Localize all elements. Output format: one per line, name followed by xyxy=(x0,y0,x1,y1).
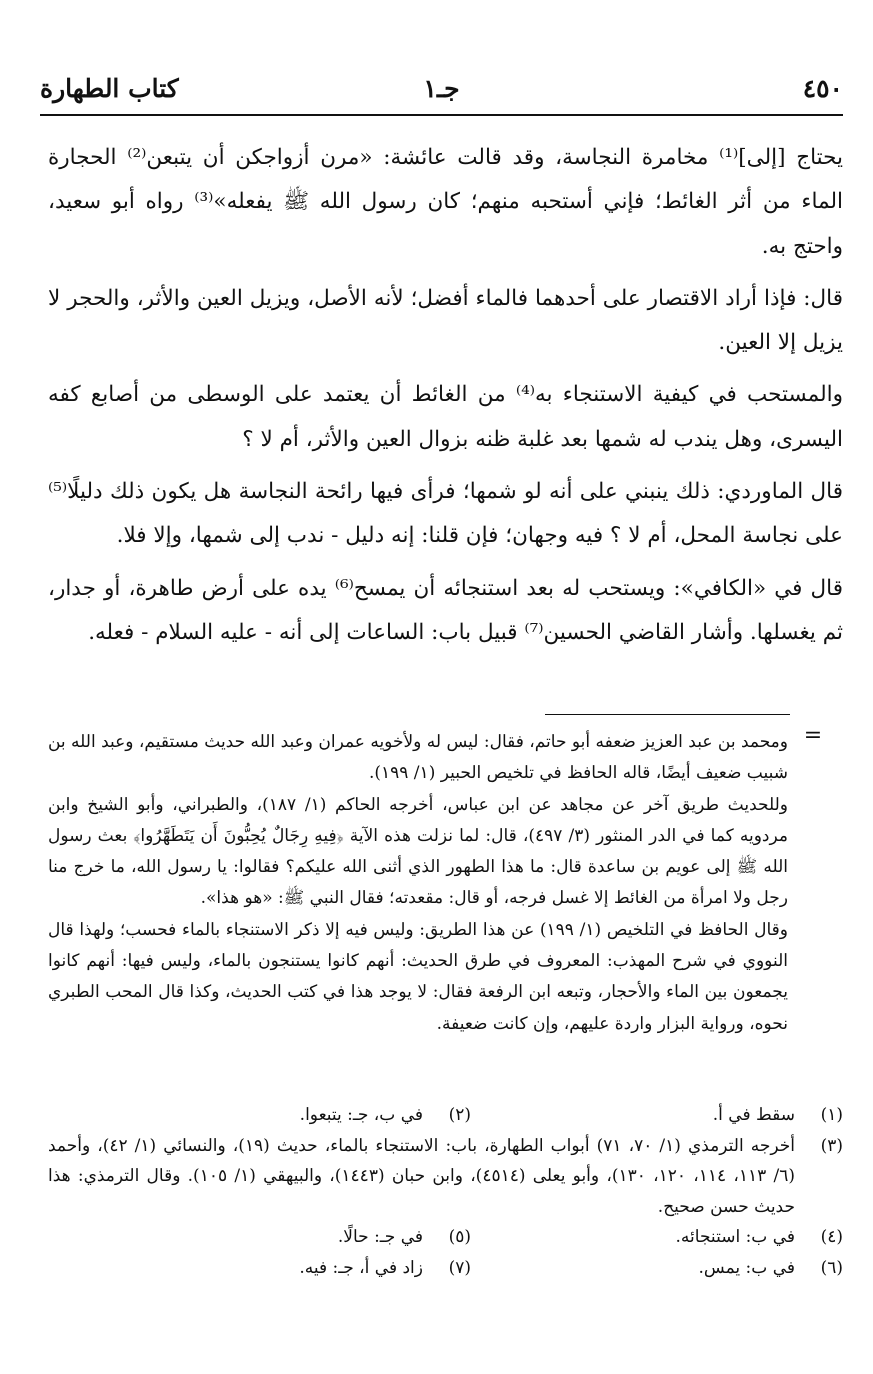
footnote-number: (٧) xyxy=(448,1257,471,1278)
footnote-row xyxy=(48,1222,843,1253)
footnote-number: (٤) xyxy=(820,1227,843,1247)
footnote-text: في ب، جـ: يتبعوا. xyxy=(299,1105,423,1125)
footnote-4 xyxy=(471,1222,843,1253)
footnote-text: في جـ: حالًا. xyxy=(337,1227,423,1247)
footnote-number: (١) xyxy=(820,1105,843,1125)
footnote-text: في ب: يمس. xyxy=(698,1257,795,1278)
footnote-number: (٦) xyxy=(820,1257,843,1278)
footnote-number: (٥) xyxy=(448,1227,471,1247)
paragraph: قال: فإذا أراد الاقتصار على أحدهما فالماء أفضل؛ لأنه الأصل، ويزيل العين والأثر، والحجر لا يزيل إلا العين. xyxy=(48,285,843,356)
book-title: كتاب الطهارة xyxy=(40,74,179,103)
header-rule xyxy=(40,114,843,116)
footnote-paragraph: ومحمد بن عبد العزيز ضعفه أبو حاتم، فقال: ليس له ولأخويه عمران وعبد الله حديث مستقيم، وعبد الله بن شبيب ضعيف أيضًا، قاله الحافظ في تلخيص الحبير (١/ ١٩٩). xyxy=(47,732,788,784)
paragraph: قال في «الكافي»: ويستحب له بعد استنجائه أن يمسح⁽⁶⁾ يده على أرض طاهرة، أو جدار، ثم يغسلها. وأشار القاضي الحسين⁽⁷⁾ قبيل باب: الساعات إلى أنه - عليه السلام - فعله. xyxy=(48,575,843,645)
page-number: ٤٥٠ xyxy=(802,74,843,103)
continuation-mark: = xyxy=(803,723,823,748)
footnote-paragraph: وللحديث طريق آخر عن مجاهد عن ابن عباس، أخرجه الحاكم (١/ ١٨٧)، والطبراني، وأبو الشيخ وابن مردويه كما في الدر المنثور (٣/ ٤٩٧)، قال: لما نزلت هذه الآية ﴿فِيهِ رِجَالٌ يُحِبُّونَ أَن يَتَطَهَّرُوا﴾ بعث رسول الله ﷺ إلى عويم بن ساعدة قال: ما هذا الطهور الذي أثنى الله عليكم؟ فقالوا: يا رسول الله، ما خرج منا رجل ولا امرأة من الغائط إلا غسل فرجه، أو قال: مقعدته؛ فقال النبي ﷺ: «هو هذا». xyxy=(48,794,789,909)
footnote-5 xyxy=(99,1222,471,1253)
footnotes xyxy=(48,1100,843,1283)
footnote-paragraph: وقال الحافظ في التلخيص (١/ ١٩٩) عن هذا الطريق: وليس فيه إلا ذكر الاستنجاء بالماء فحسب؛ ولهذا قال النووي في شرح المهذب: المعروف في طرق الحديث: أنهم كانوا يستنجون بالماء، وليس فيها: أنهم كانوا يجمعون بين الماء والأحجار، وتبعه ابن الرفعة فقال: لا يوجد هذا في كتب الحديث، وكذا قال المحب الطبري نحوه، ورواية البزار واردة عليهم، وإن كانت ضعيفة. xyxy=(48,919,788,1034)
footnote-row xyxy=(48,1100,843,1131)
footnote-6 xyxy=(471,1253,843,1284)
paragraph: قال الماوردي: ذلك ينبني على أنه لو شمها؛ فرأى فيها رائحة النجاسة هل يكون ذلك دليلًا⁽⁵⁾ على نجاسة المحل، أم لا ؟ فيه وجهان؛ فإن قلنا: إنه دليل - ندب إلى شمها، وإلا فلا. xyxy=(48,479,843,549)
footnote-number: (٢) xyxy=(448,1105,471,1125)
volume-label: جـ١ xyxy=(423,74,460,103)
paragraph: والمستحب في كيفية الاستنجاء به⁽⁴⁾ من الغائط أن يعتمد على الوسطى من أصابع كفه اليسرى، وهل يندب له شمها بعد غلبة ظنه بزوال العين والأثر، أم لا ؟ xyxy=(48,382,843,452)
footnote-text: سقط في أ. xyxy=(712,1105,795,1125)
footnote-row xyxy=(48,1253,843,1284)
footnote-separator xyxy=(545,714,790,715)
footnote-text: زاد في أ، جـ: فيه. xyxy=(299,1257,423,1278)
footnote-number: (٣) xyxy=(820,1135,843,1156)
main-text xyxy=(48,136,843,663)
paragraph: يحتاج [إلى]⁽¹⁾ مخامرة النجاسة، وقد قالت عائشة: «مرن أزواجكن أن يتبعن⁽²⁾ الحجارة الماء من أثر الغائط؛ فإني أستحبه منهم؛ كان رسول الله ﷺ يفعله»⁽³⁾ رواه أبو سعيد، واحتج به. xyxy=(48,145,844,259)
footnote-2 xyxy=(99,1100,471,1131)
footnote-1 xyxy=(471,1100,843,1131)
page-header xyxy=(40,68,843,112)
footnote-7 xyxy=(99,1253,471,1284)
footnote-3 xyxy=(48,1131,843,1223)
footnote-text: أخرجه الترمذي (١/ ٧٠، ٧١) أبواب الطهارة، باب: الاستنجاء بالماء، حديث (١٩)، والنسائي (١/ ٤٢)، وأحمد (٦/ ١١٣، ١١٤، ١٢٠، ١٣٠)، وأبو يعلى (٤٥١٤)، وابن حبان (١٤٤٣)، والبيهقي (١/ ١٠٥). وقال الترمذي: هذا حديث حسن صحيح. xyxy=(48,1135,796,1217)
footnote-text: في ب: استنجائه. xyxy=(675,1227,795,1247)
footnote-continuation xyxy=(48,727,788,1040)
